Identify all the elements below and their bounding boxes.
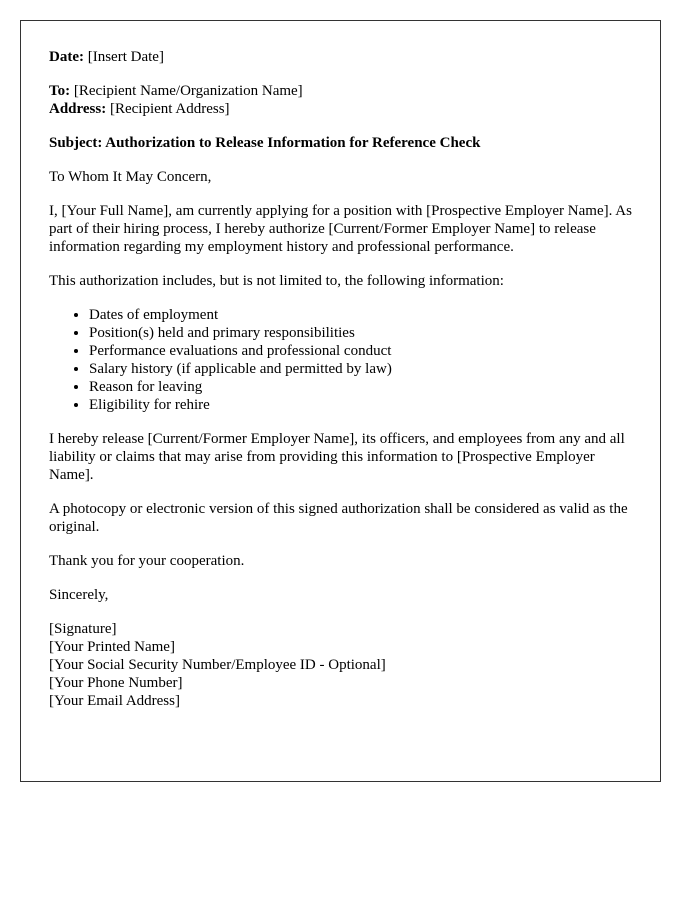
list-item: • Reason for leaving xyxy=(89,378,632,396)
to-value: [Recipient Name/Organization Name] xyxy=(73,83,303,99)
subject-line xyxy=(49,134,632,152)
closing: Sincerely, xyxy=(49,587,109,603)
signature-line: [Signature] xyxy=(49,621,117,637)
address-value: [Recipient Address] xyxy=(109,101,230,117)
list-item: • Position(s) held and primary responsibilities xyxy=(89,324,632,342)
printed-name-line: [Your Printed Name] xyxy=(49,639,175,655)
salutation: To Whom It May Concern, xyxy=(49,169,212,185)
subject-text: Subject: Authorization to Release Information for Reference Check xyxy=(49,135,481,151)
address-label: Address: xyxy=(49,101,107,117)
information-list xyxy=(49,306,632,414)
email-line: [Your Email Address] xyxy=(49,693,180,709)
thanks-paragraph: Thank you for your cooperation. xyxy=(49,553,245,569)
list-item: • Salary history (if applicable and permitted by law) xyxy=(89,360,632,378)
list-item: • Dates of employment xyxy=(89,306,632,324)
release-paragraph: I hereby release [Current/Former Employer Name], its officers, and employees from any and all liability or claims that may arise from providing this information to [Prospective Employer Name]. xyxy=(49,431,625,483)
date-label: Date: xyxy=(49,49,84,65)
date-line xyxy=(49,48,632,66)
recipient-block xyxy=(49,82,632,118)
list-item: • Eligibility for rehire xyxy=(89,396,632,414)
to-label: To: xyxy=(49,83,71,99)
includes-paragraph: This authorization includes, but is not limited to, the following information: xyxy=(49,273,504,289)
phone-line: [Your Phone Number] xyxy=(49,675,183,691)
list-item: • Performance evaluations and professional conduct xyxy=(89,342,632,360)
authorization-letter xyxy=(20,20,661,782)
id-line: [Your Social Security Number/Employee ID - Optional] xyxy=(49,657,386,673)
photocopy-paragraph: A photocopy or electronic version of this signed authorization shall be considered as valid as the original. xyxy=(49,501,628,535)
date-value: [Insert Date] xyxy=(87,49,164,65)
signature-block xyxy=(49,620,632,710)
intro-paragraph: I, [Your Full Name], am currently applying for a position with [Prospective Employer Name]. As part of their hiring process, I hereby authorize [Current/Former Employer Name] to release information regarding my employment history and professional performance. xyxy=(49,203,632,255)
